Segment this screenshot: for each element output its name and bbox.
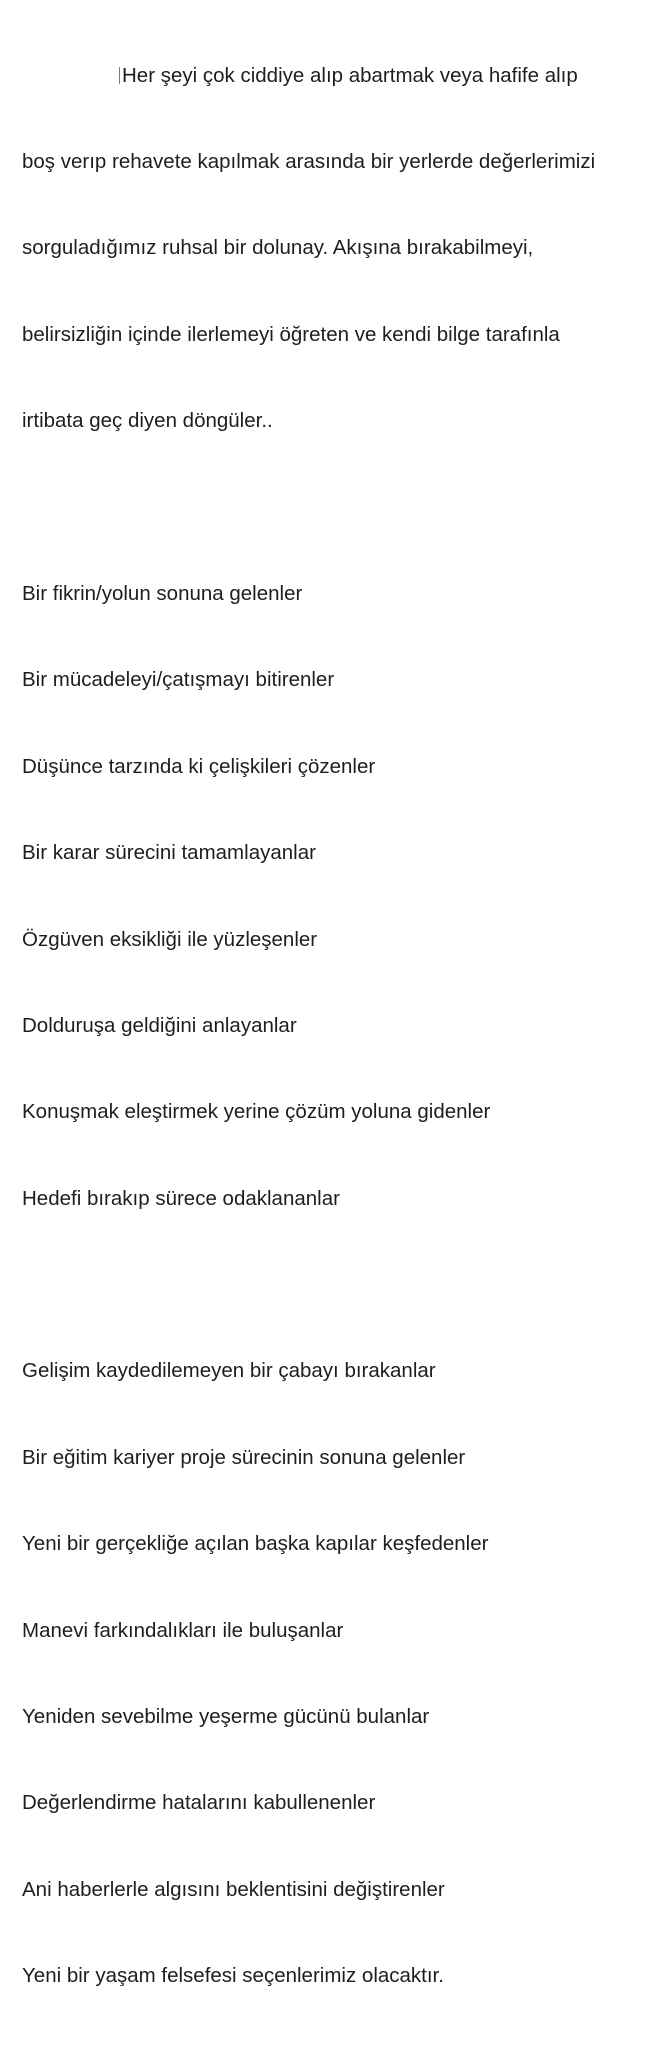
intro-line-text: Her şeyi çok ciddiye alıp abartmak veya hafife alıp [122,63,578,87]
list-two-item: Manevi farkındalıkları ile buluşanlar [22,1618,344,1642]
intro-line: boş verıp rehavete kapılmak arasında bir yerlerde değerlerimizi [22,149,596,173]
list-one-item: Hedefi bırakıp sürece odaklananlar [22,1186,340,1210]
document-body [22,4,642,2049]
intro-line: sorguladığımız ruhsal bir dolunay. Akışına bırakabilmeyi, [22,236,534,260]
list-one-item: Bir mücadeleyi/çatışmayı bitirenler [22,668,335,692]
paragraph-gap [22,494,642,523]
list-one-item: Düşünce tarzında ki çelişkileri çözenler [22,754,376,778]
list-two-item: Ani haberlerle algısını beklentisini değiştirenler [22,1877,445,1901]
list-one-item: Dolduruşa geldiğini anlayanlar [22,1013,297,1037]
intro-line: irtibata geç diyen döngüler.. [22,409,273,433]
list-one-item: Konuşmak eleştirmek yerine çözüm yoluna gidenler [22,1100,491,1124]
text-cursor-mark [119,67,120,84]
list-one-item: Özgüven eksikliği ile yüzleşenler [22,927,318,951]
list-one [22,522,642,1271]
intro-line: belirsizliğin içinde ilerlemeyi öğreten ve kendi bilge tarafınla [22,322,560,346]
list-two-item: Yeni bir gerçekliğe açılan başka kapılar keşfedenler [22,1532,489,1556]
paragraph-gap [22,1271,642,1300]
list-one-item: Bir karar sürecini tamamlayanlar [22,841,316,865]
list-two-item: Bir eğitim kariyer proje sürecinin sonuna gelenler [22,1445,466,1469]
list-two-item: Yeniden sevebilme yeşerme gücünü bulanlar [22,1705,430,1729]
list-two-item: Yeni bir yaşam felsefesi seçenlerimiz olacaktır. [22,1964,444,1988]
list-one-item: Bir fikrin/yolun sonuna gelenler [22,581,303,605]
intro-line [22,62,642,91]
intro-paragraph [22,4,642,494]
list-two-item: Gelişim kaydedilemeyen bir çabayı bırakanlar [22,1359,436,1383]
list-two-item: Değerlendirme hatalarını kabullenenler [22,1791,376,1815]
list-two [22,1300,642,2049]
